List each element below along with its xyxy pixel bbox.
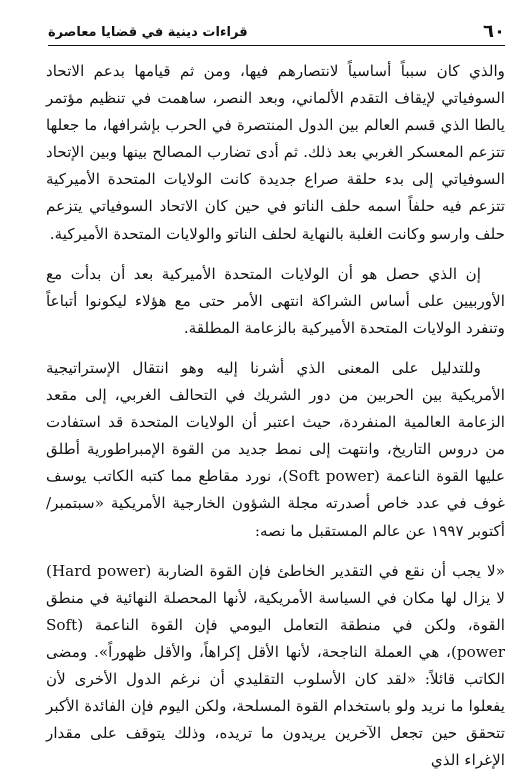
quote-paragraph: «لا يجب أن نقع في التقدير الخاطئ فإن القوة الضاربة (Hard power) لا يزال لها مكان في السياسة الأمريكية، لأنها المحصلة النهائية في منطق القوة، ولكن في منطقة التعامل اليومي فإن القوة الناعمة (Soft power)، هي العملة الناجحة، لأنها الأقل إكراهاً، والأقل ظهوراً». ومضى الكاتب قائلاً: «لقد كان الأسلوب التقليدي أن نرغم الدول الأخرى لأن يفعلوا ما نريد ولو باستخدام القوة المسلحة، ولكن اليوم فإن الفائدة الأكبر تتحقق حين تجعل الآخرين يريدون ما تريده، وذلك يتوقف على مقدار الإغراء الذي xyxy=(46,561,505,770)
header-divider xyxy=(48,45,505,46)
page-number: ٦٠ xyxy=(483,21,505,42)
body-text xyxy=(46,58,505,774)
paragraph-1: والذي كان سبباً أساسياً لانتصارهم فيها، ومن ثم قيامها بدعم الاتحاد السوفياتي لإيقاف التقدم الألماني، وبعد النصر، ساهمت في تنظيم مؤتمر يالطا الذي قسم العالم بين الدول المنتصرة في الحرب بإشرافها، ما جعلها تتزعم المعسكر الغربي بعد ذلك. ثم أدى تضارب المصالح بينها وبين الإتحاد السوفياتي إلى بدء حلقة صراع جديدة كانت الولايات المتحدة الأميركية تتزعم فيه حلفاً اسمه حلف الناتو في حين كان الاتحاد السوفياتي يتزعم حلف وارسو وكانت الغلبة بالنهاية لحلف الناتو والولايات المتحدة الأميركية. xyxy=(46,62,505,243)
paragraph-3: وللتدليل على المعنى الذي أشرنا إليه وهو انتقال الإستراتيجية الأمريكية بين الحربين من دور الشريك في التحالف الغربي، إلى مقعد الزعامة العالمية المنفردة، حيث اعتبر أن الولايات المتحدة قد استفادت من دروس التاريخ، وانتهت إلى نمط جديد من القوة الإمبراطورية أطلق عليها القوة الناعمة (Soft power)، نورد مقاطع مما كتبه الكاتب يوسف غوف في عدد خاص أصدرته مجلة الشؤون الخارجية الأمريكية «سبتمبر/ أكتوبر ١٩٩٧ عن عالم المستقبل ما نصه: xyxy=(46,358,506,540)
page-header xyxy=(48,18,505,42)
paragraph-2: إن الذي حصل هو أن الولايات المتحدة الأميركية بعد أن بدأت مع الأوربيين على أساس الشراكة انتهى الأمر حتى مع هؤلاء ليكونوا أتباعاً وتنفرد الولايات المتحدة الأميركية بالزعامة المطلقة. xyxy=(46,264,505,337)
running-title: قراءات دينية في قضايا معاصرة xyxy=(48,25,248,40)
